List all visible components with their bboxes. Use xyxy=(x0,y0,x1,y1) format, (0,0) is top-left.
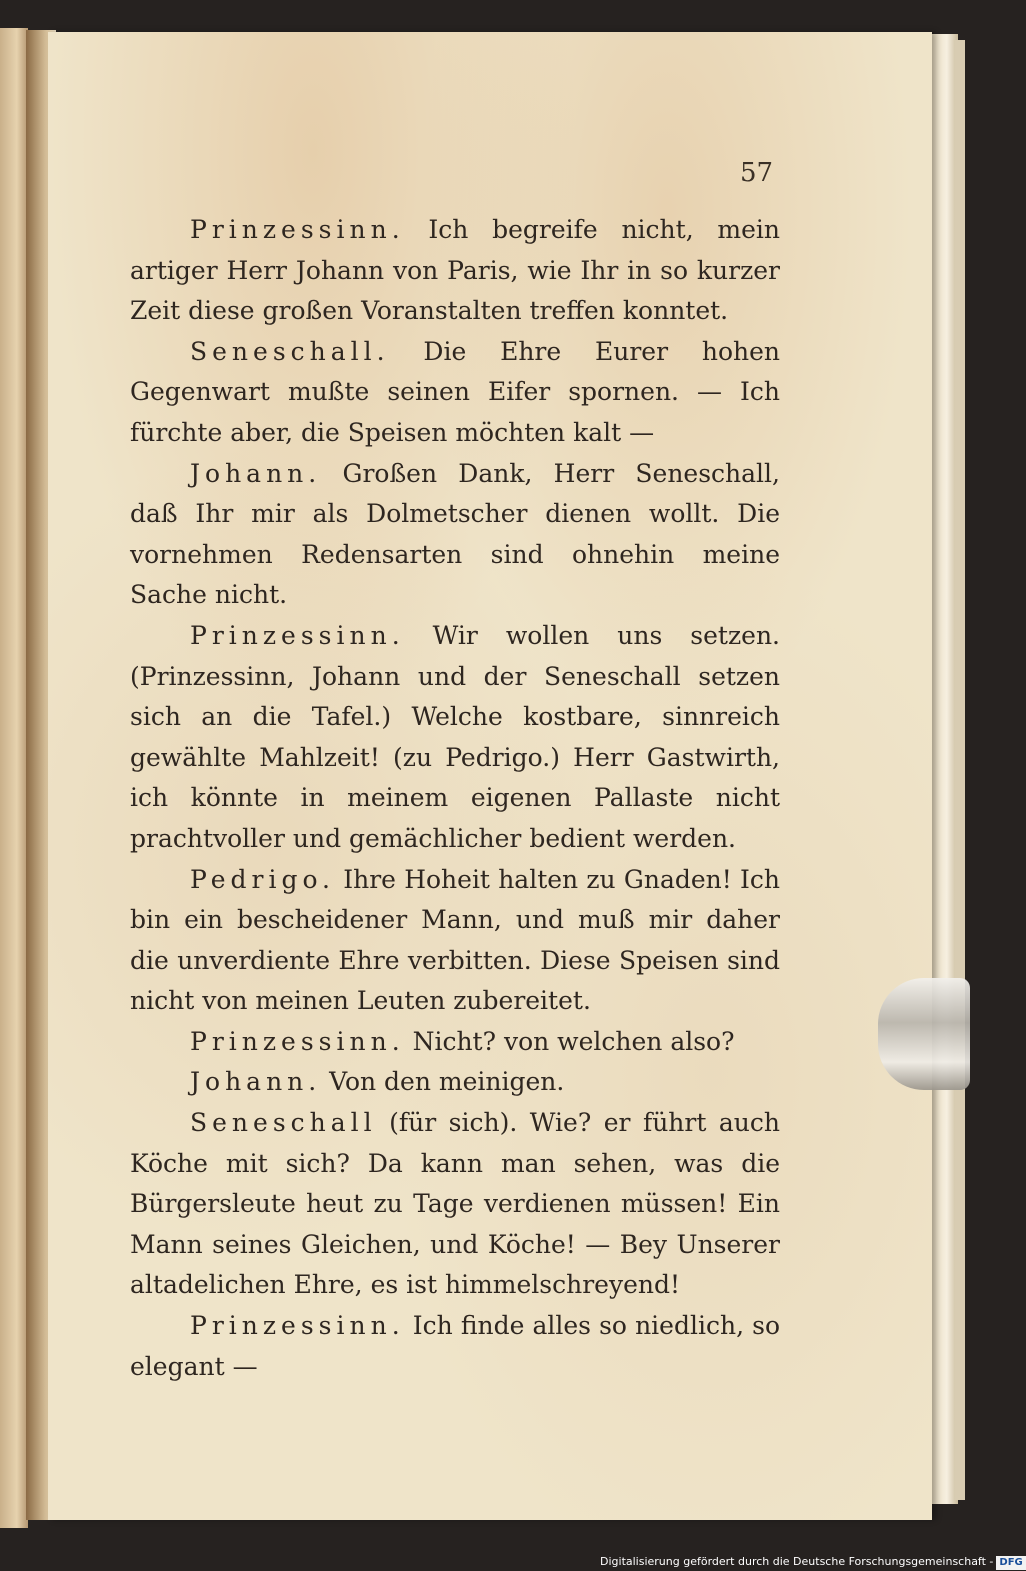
page-stack-edge-inner xyxy=(955,40,965,1500)
paragraph-text: Ich finde alles so niedlich, so elegant — xyxy=(130,1311,780,1381)
speaker-name: Johann. xyxy=(190,1067,322,1097)
speaker-name: Seneschall xyxy=(190,1108,377,1138)
paragraph xyxy=(130,616,780,860)
paragraph-text: Großen Dank, Herr Seneschall, daß Ihr mir als Dolmetscher dienen wollt. Die vornehmen Redensarten sind ohnehin meine Sache nicht. xyxy=(130,458,780,610)
speaker-name: Johann. xyxy=(190,458,322,488)
paragraph-text: Wir wollen uns setzen. (Prinzessinn, Johann und der Seneschall setzen sich an die Tafel.) Welche kostbare, sinnreich gewählte Mahlzeit! (zu Pedrigo.) Herr Gastwirth, ich könnte in meinem eigenen Pallaste nicht prachtvoller und gemächlicher bedient werden. xyxy=(130,620,780,853)
paragraph-text: Die Ehre Eurer hohen Gegenwart mußte seinen Eifer spornen. — Ich fürchte aber, die Speisen möchten kalt — xyxy=(130,336,780,447)
speaker-name: Seneschall. xyxy=(190,336,390,366)
paragraph-text: Nicht? von welchen also? xyxy=(404,1026,735,1056)
page-number: 57 xyxy=(740,158,774,188)
paragraph xyxy=(130,1022,780,1063)
page-stack-edge xyxy=(930,34,958,1504)
paragraph xyxy=(130,332,780,454)
paragraph xyxy=(130,1306,780,1387)
dfg-logo: DFG xyxy=(996,1556,1025,1570)
speaker-name: Pedrigo. xyxy=(190,864,336,894)
paragraph xyxy=(130,860,780,1022)
paragraph xyxy=(130,210,780,332)
left-page-edge xyxy=(0,28,28,1528)
paragraph xyxy=(130,1062,780,1103)
footer-credit xyxy=(600,1553,1023,1571)
paragraph-text: Ihre Hoheit halten zu Gnaden! Ich bin ein bescheidener Mann, und muß mir daher die unverdiente Ehre verbitten. Diese Speisen sind nicht von meinen Leuten zubereitet. xyxy=(130,864,780,1016)
paragraph-text: Ich begreife nicht, mein artiger Herr Johann von Paris, wie Ihr in so kurzer Zeit diese großen Voranstalten treffen konntet. xyxy=(130,215,780,326)
paragraph-text: Von den meinigen. xyxy=(321,1067,565,1097)
footer-text: Digitalisierung gefördert durch die Deutsche Forschungsgemeinschaft - xyxy=(600,1555,994,1568)
speaker-name: Prinzessinn. xyxy=(190,1026,405,1056)
page-clip xyxy=(878,978,970,1090)
speaker-name: Prinzessinn. xyxy=(190,215,405,244)
speaker-name: Prinzessinn. xyxy=(190,620,405,650)
paragraph xyxy=(130,454,780,616)
page-text xyxy=(130,210,780,1387)
paragraph xyxy=(130,1103,780,1306)
speaker-name: Prinzessinn. xyxy=(190,1311,405,1341)
paragraph-text: (für sich). Wie? er führt auch Köche mit sich? Da kann man sehen, was die Bürgersleute heut zu Tage verdienen müssen! Ein Mann seines Gleichen, und Köche! — Bey Unserer altadelichen Ehre, es ist himmelschreyend! xyxy=(130,1108,780,1300)
